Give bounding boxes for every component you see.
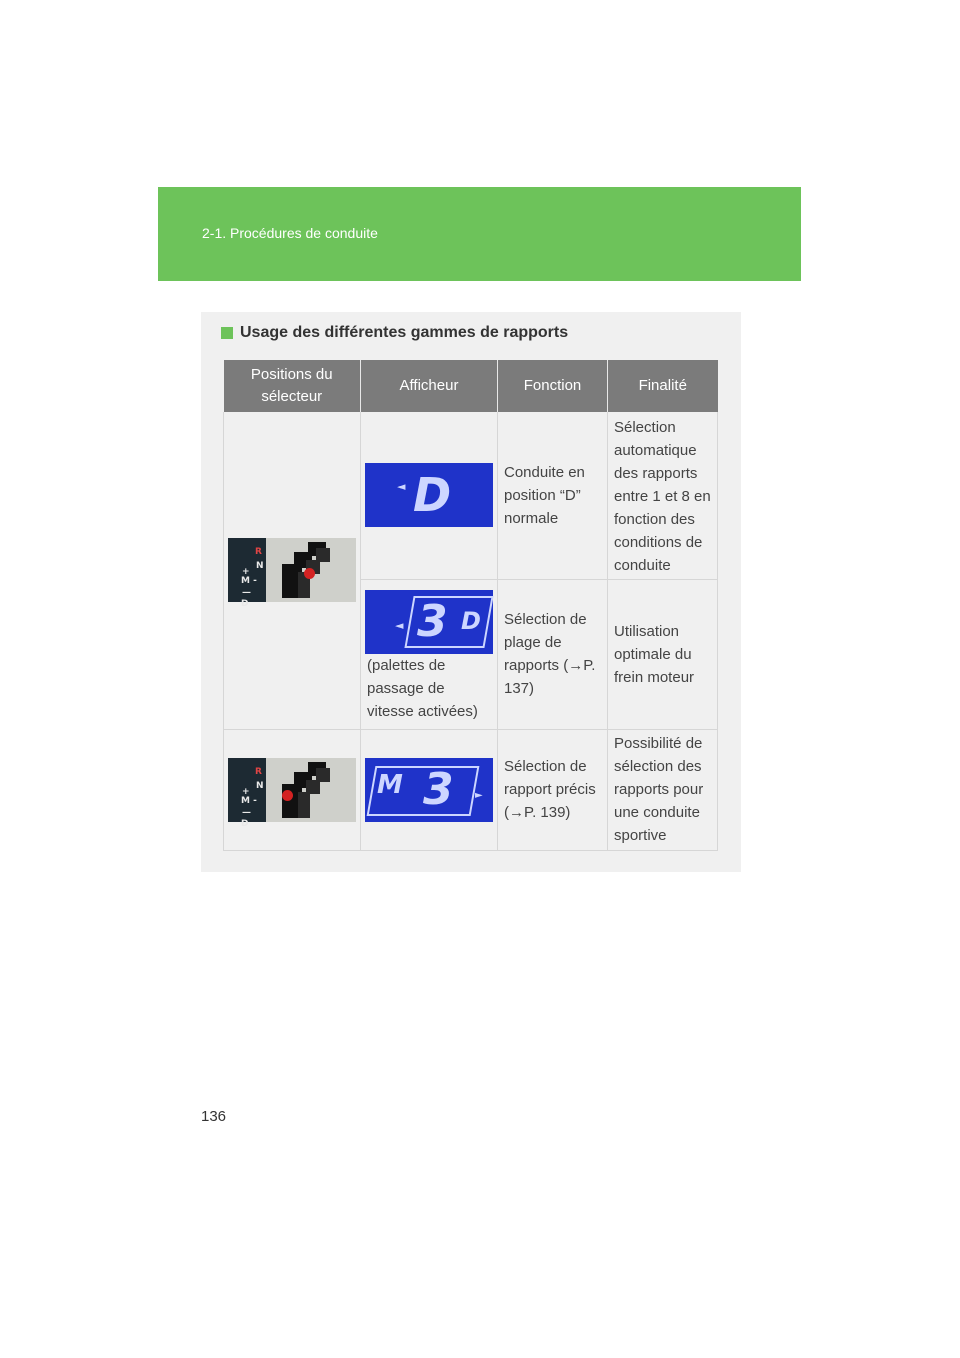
table-header-row [224,360,718,412]
bullet-square-icon [221,327,233,339]
header-cell-purpose: Finalité [608,360,718,412]
lcd-arrow-icon: ◄ [395,618,404,632]
gear-range-panel [201,312,741,872]
shift-lever-d-image [228,538,356,610]
selector-cell-d [224,412,361,729]
panel-heading [221,324,568,342]
panel-heading-text: Usage des différentes gammes de rapports [240,324,569,341]
gate-label-n: N [256,561,264,572]
lcd-main-glyph: 3 [417,595,448,647]
display-note: (palettes de passage de vitesse activées) [367,656,478,720]
lcd-display-d [365,463,493,527]
gear-range-table [223,360,718,851]
display-cell [361,412,498,579]
lever-position-dot [282,790,293,801]
lcd-main-glyph: D [413,468,452,523]
gate-label-r: R [255,547,262,558]
header-band [158,187,801,281]
shift-lever-m-image [228,758,356,829]
table-row [224,412,718,579]
lcd-display-3d [365,590,493,654]
gate-label-minus: — [242,807,251,818]
function-cell: Conduite en position “D” normale [498,412,608,579]
selector-cell-m [224,729,361,850]
gate-label-plus: + [242,567,250,578]
gate-label-md: M - D [241,576,257,610]
purpose-cell: Sélection automatique des rapports entre 1 et 8 en fonction des conditions de conduite [608,412,718,579]
lcd-main-glyph: 3 [423,763,454,815]
gate-label-n: N [256,780,264,791]
shift-gate-plate [228,758,266,829]
table-row [224,729,718,850]
gate-label-md: M - D [241,795,257,829]
section-title: 2-1. Procédures de conduite [202,225,378,241]
lcd-arrow-icon: ► [475,789,483,801]
function-cell: Sélection de rapport précis (→P. 139) [498,729,608,850]
lcd-arrow-icon: ◄ [397,480,406,494]
purpose-cell: Possibilité de sélection des rapports pour une conduite sportive [608,729,718,850]
lcd-sub-glyph: M [377,769,403,800]
gate-label-plus: + [242,786,250,797]
lcd-sub-glyph: D [461,606,481,635]
header-cell-function: Fonction [498,360,608,412]
header-cell-selector: Positions du sélecteur [224,360,361,412]
gate-label-minus: — [242,588,251,599]
header-cell-display: Afficheur [361,360,498,412]
gate-label-r: R [255,766,262,777]
display-cell [361,579,498,729]
display-cell [361,729,498,850]
purpose-cell: Utilisation optimale du frein moteur [608,579,718,729]
lcd-display-m3 [365,758,493,822]
function-cell: Sélection de plage de rapports (→P. 137) [498,579,608,729]
page-number: 136 [201,1108,227,1125]
shift-gate-plate [228,538,266,610]
